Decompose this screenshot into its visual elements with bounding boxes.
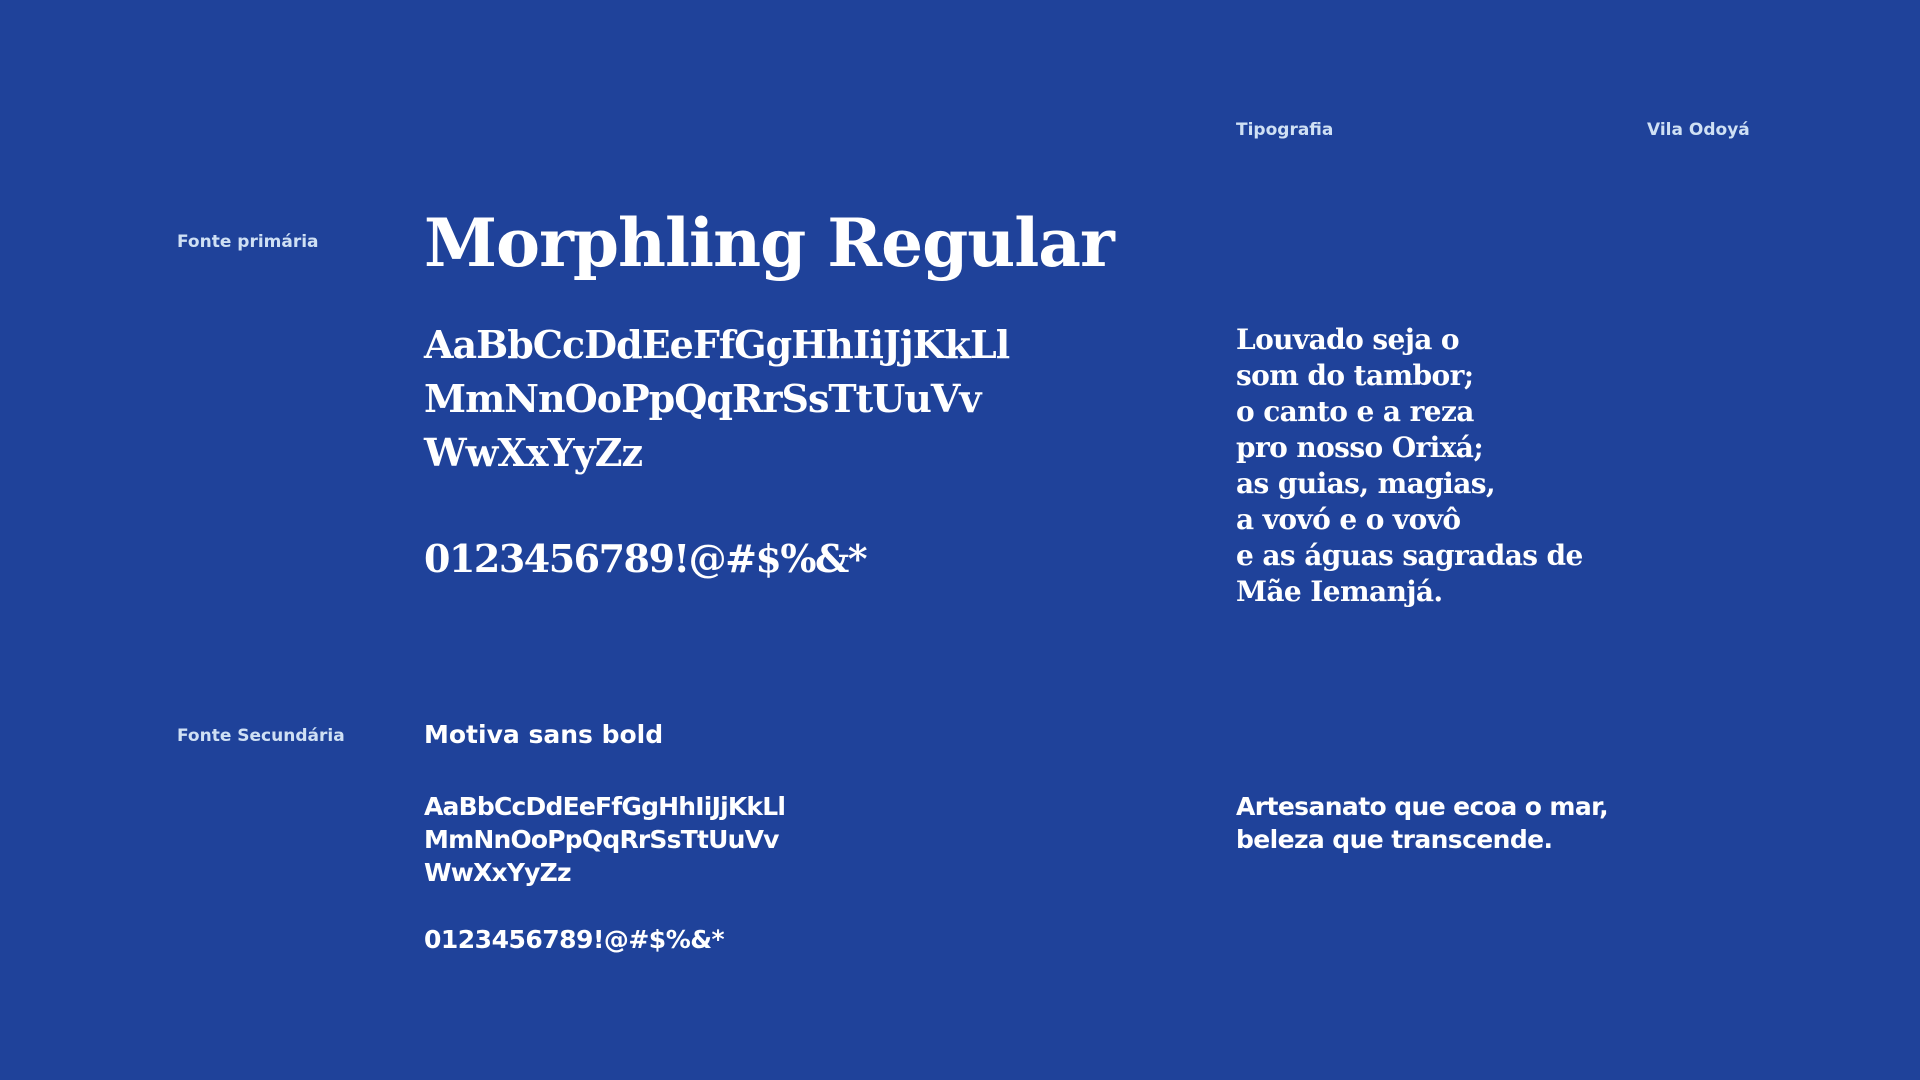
brand-name: Vila Odoyá	[1647, 120, 1750, 140]
poem-line: pro nosso Orixá;	[1236, 431, 1484, 464]
primary-alphabet-line: AaBbCcDdEeFfGgHhIiJjKkLl	[424, 322, 1010, 367]
primary-sample-text	[1236, 322, 1583, 610]
poem-line: Louvado seja o	[1236, 323, 1460, 356]
primary-alphabet-line: MmNnOoPpQqRrSsTtUuVv	[424, 376, 981, 421]
secondary-font-name: Motiva sans bold	[424, 720, 664, 749]
poem-line: a vovó e o vovô	[1236, 503, 1461, 536]
secondary-sample-text	[1236, 790, 1608, 856]
secondary-alphabet-line: WwXxYyZz	[424, 858, 571, 887]
secondary-numerals: 0123456789!@#$%&*	[424, 925, 725, 954]
primary-numerals: 0123456789!@#$%&*	[424, 536, 867, 581]
poem-line: o canto e a reza	[1236, 395, 1474, 428]
poem-line: as guias, magias,	[1236, 467, 1496, 500]
poem-line: som do tambor;	[1236, 359, 1474, 392]
section-title: Tipografia	[1236, 120, 1334, 140]
poem-line: Mãe Iemanjá.	[1236, 575, 1443, 608]
tagline-line: beleza que transcende.	[1236, 825, 1553, 854]
primary-alphabet-line: WwXxYyZz	[424, 430, 643, 475]
secondary-font-label: Fonte Secundária	[177, 726, 345, 746]
tagline-line: Artesanato que ecoa o mar,	[1236, 792, 1609, 821]
secondary-alphabet-line: AaBbCcDdEeFfGgHhIiJjKkLl	[424, 792, 786, 821]
primary-font-name: Morphling Regular	[424, 204, 1114, 282]
primary-alphabet	[424, 318, 1009, 480]
primary-font-label: Fonte primária	[177, 232, 319, 252]
poem-line: e as águas sagradas de	[1236, 539, 1583, 572]
secondary-alphabet-line: MmNnOoPpQqRrSsTtUuVv	[424, 825, 779, 854]
secondary-alphabet	[424, 790, 785, 889]
